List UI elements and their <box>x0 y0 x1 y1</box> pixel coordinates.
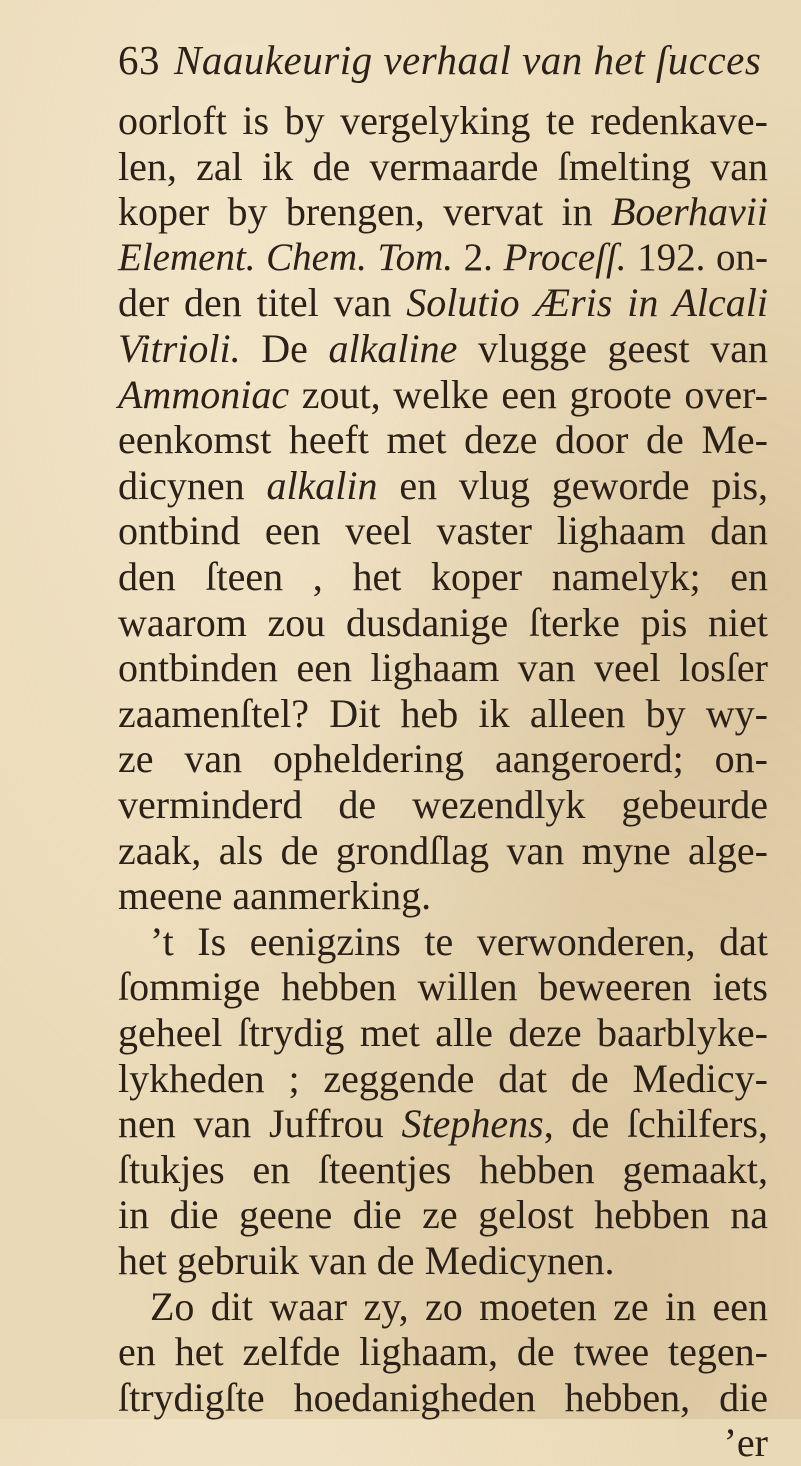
text-segment: ontbind een veel vaster lighaam dan <box>118 508 768 554</box>
italic-text: Ammoniac <box>118 371 290 417</box>
running-head <box>118 34 762 86</box>
text-segment: koper by brengen, vervat in <box>118 189 611 235</box>
text-line <box>118 645 768 691</box>
text-segment: dicynen <box>118 462 267 508</box>
text-segment: zaak, als de grondſlag van myne alge- <box>118 827 768 873</box>
text-segment: geheel ſtrydig met alle deze baarblyke- <box>118 1010 768 1055</box>
text-segment: den ſteen , het koper namelyk; en <box>118 554 768 599</box>
text-segment: , de ſchilfers, <box>543 1101 769 1147</box>
italic-text: Boerhavii <box>610 189 768 235</box>
text-line <box>118 1192 768 1238</box>
running-title: Naaukeurig verhaal van het ſucces <box>174 37 762 83</box>
text-line <box>118 1147 768 1193</box>
text-line <box>118 326 768 372</box>
text-line <box>118 828 768 874</box>
text-line <box>118 1238 768 1284</box>
text-segment: De <box>240 326 329 371</box>
text-line <box>118 417 768 463</box>
text-line <box>118 280 768 326</box>
text-line <box>118 372 768 418</box>
catchword: ’er <box>723 1420 768 1466</box>
italic-text: alkaline <box>328 326 458 371</box>
text-segment: ’t Is eenigzins te verwonderen, dat <box>150 918 768 964</box>
text-line <box>118 463 768 509</box>
text-line <box>118 691 768 737</box>
text-segment: ze van opheldering aangeroerd; on- <box>118 736 768 782</box>
text-line <box>118 782 768 828</box>
text-segment: vlugge geest van <box>457 326 768 371</box>
text-line <box>118 1329 768 1375</box>
text-segment: lykheden ; zeggende dat de Medicy- <box>118 1055 768 1101</box>
text-segment: 192. on- <box>626 235 768 279</box>
text-segment: der den titel van <box>118 280 407 326</box>
text-segment: het gebruik van de Medicynen. <box>118 1238 615 1283</box>
text-line <box>118 144 768 190</box>
text-segment: nen van Juffrou <box>118 1101 402 1147</box>
text-segment: ſtrydigſte hoedanigheden hebben, die <box>118 1374 768 1420</box>
text-line <box>118 964 768 1010</box>
text-line <box>118 189 768 235</box>
text-segment: zaamenſtel? Dit heb ik alleen by wy- <box>118 690 768 736</box>
text-segment: ſtukjes en ſteentjes hebben gemaakt, <box>118 1146 768 1192</box>
text-segment: ontbinden een lighaam van veel losſer <box>118 645 768 691</box>
text-segment: in die geene die ze gelost hebben na <box>118 1192 768 1238</box>
italic-text: Solutio Æris in Alcali <box>406 280 768 326</box>
italic-text: Proceſſ. <box>503 235 627 279</box>
text-segment: waarom zou dusdanige ſterke pis niet <box>118 599 768 645</box>
text-segment: ſommige hebben willen beweeren iets <box>118 964 768 1010</box>
text-segment: en vlug geworde pis, <box>377 462 769 508</box>
text-line <box>118 1375 768 1421</box>
text-line <box>118 554 768 600</box>
text-line <box>118 235 768 281</box>
text-segment: Zo dit waar zy, zo moeten ze in een <box>150 1283 768 1329</box>
text-line <box>118 1101 768 1147</box>
text-segment: oorloft is by vergelyking te redenkave- <box>118 98 768 143</box>
text-segment: len, zal ik de vermaarde ſmelting van <box>118 143 768 189</box>
text-line <box>118 1056 768 1102</box>
text-line <box>150 919 768 965</box>
text-line <box>118 98 768 144</box>
text-line <box>118 873 768 919</box>
text-segment: en het zelfde lighaam, de twee tegen- <box>118 1329 768 1375</box>
italic-text: Vitrioli. <box>118 326 241 371</box>
text-segment: meene aanmerking. <box>118 873 432 919</box>
text-line <box>118 1010 768 1056</box>
text-line <box>118 736 768 782</box>
text-line <box>150 1284 768 1330</box>
italic-text: Element. Chem. Tom. <box>118 235 453 279</box>
text-segment: zout, welke een groote over- <box>289 371 768 417</box>
text-line <box>118 508 768 554</box>
page-number: 63 <box>118 37 160 83</box>
text-segment: 2. <box>453 235 504 279</box>
text-segment: eenkomst heeft met deze door de Me- <box>118 417 768 463</box>
text-segment: verminderd de wezendlyk gebeurde <box>118 782 768 827</box>
italic-text: alkalin <box>266 462 378 508</box>
text-line <box>118 600 768 646</box>
italic-text: Stephens <box>401 1101 544 1147</box>
